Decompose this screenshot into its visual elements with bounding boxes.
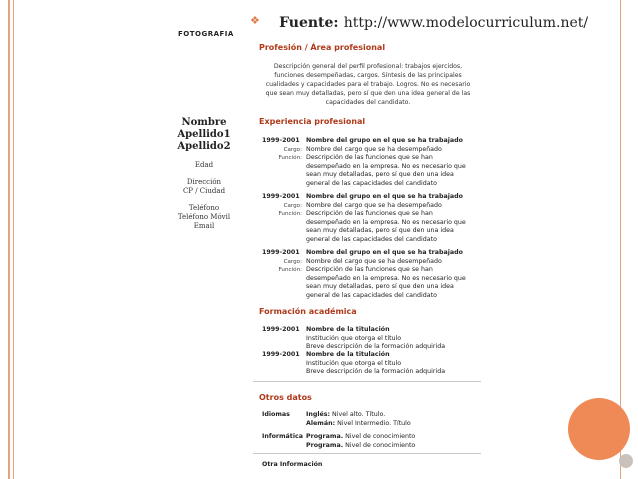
experience-entry [262, 249, 482, 300]
funcion-label: Función: [278, 155, 302, 161]
name-surname2: Apellido2 [177, 141, 231, 152]
age: Edad [194, 161, 214, 169]
decorative-grey-circle [619, 454, 633, 468]
other-heading: Otros datos [259, 393, 312, 402]
slide-header [250, 12, 588, 31]
funcion-label: Función: [278, 211, 302, 217]
experience-heading: Experiencia profesional [259, 117, 366, 126]
photo-placeholder-label: FOTOGRAFIA [178, 30, 234, 38]
experience-funcion-line: general de las capacidades del candidato [306, 179, 437, 187]
experience-funcion-line: general de las capacidades del candidato [306, 291, 437, 299]
education-years: 1999-2001 [262, 326, 300, 333]
experience-company: Nombre del grupo en el que se ha trabajado [306, 193, 464, 200]
experience-funcion-line: sean muy detalladas, pero sí que den una idea [306, 227, 454, 234]
experience-cargo: Nombre del cargo que se ha desempeñado [306, 145, 442, 153]
education-entry [262, 351, 482, 377]
experience-funcion: Descripción de las funciones que se han [306, 154, 433, 161]
name-surname1: Apellido1 [177, 129, 231, 140]
education-institution: Institución que otorga el título [306, 359, 402, 367]
education-entry [262, 326, 482, 352]
decorative-orange-circle [568, 398, 630, 460]
education-heading: Formación académica [259, 307, 357, 316]
language-level: Nivel alto. Título. [332, 411, 386, 418]
education-title: Nombre de la titulación [306, 326, 390, 333]
experience-funcion-line: desempeñado en la empresa. No es necesario que [306, 218, 466, 226]
address-line: Dirección [186, 178, 222, 186]
experience-funcion-line: sean muy detalladas, pero sí que den una idea [306, 283, 454, 290]
experience-company: Nombre del grupo en el que se ha trabajado [306, 137, 464, 144]
bullet-icon: ❖ [250, 14, 260, 27]
left-border-line-thin [13, 0, 14, 479]
section-divider [253, 381, 481, 382]
experience-funcion: Descripción de las funciones que se han [306, 210, 433, 217]
name-first: Nombre [181, 117, 227, 128]
experience-years: 1999-2001 [262, 137, 300, 144]
experience-years: 1999-2001 [262, 193, 300, 200]
language-name: Alemán: [306, 419, 336, 427]
email: Email [193, 222, 215, 230]
experience-cargo: Nombre del cargo que se ha desempeñado [306, 201, 442, 209]
other-info-label: Otra Información [262, 461, 323, 468]
cargo-label: Cargo: [283, 258, 302, 265]
language-name: Inglés: [306, 411, 331, 418]
education-years: 1999-2001 [262, 351, 300, 358]
software-level: Nivel de conocimiento [345, 433, 416, 440]
profile-summary: Descripción general del perfil profesional: trabajos ejercidos, funciones desempeñadas, cargos. Síntesis de las principales cualidades y capacidades para el trabajo. Logros. No es necesario que sean muy detalladas, pero sí que den una idea general de las capacidades del candidato. [265, 63, 471, 106]
education-description: Breve descripción de la formación adquirida [306, 343, 446, 350]
experience-funcion: Descripción de las funciones que se han [306, 266, 433, 273]
education-description: Breve descripción de la formación adquirida [306, 368, 446, 375]
language-level: Nivel Intermedio. Título [337, 419, 411, 427]
profile-heading: Profesión / Área profesional [259, 43, 386, 52]
source-url[interactable]: http://www.modelocurriculum.net/ [343, 15, 589, 31]
funcion-label: Función: [278, 267, 302, 273]
education-title: Nombre de la titulación [306, 351, 390, 358]
cargo-label: Cargo: [283, 146, 302, 153]
experience-cargo: Nombre del cargo que se ha desempeñado [306, 257, 442, 265]
postal-city: CP / Ciudad [182, 187, 226, 195]
left-border-line [8, 0, 10, 479]
experience-funcion-line: general de las capacidades del candidato [306, 235, 437, 243]
section-divider [253, 453, 481, 454]
software-name: Programa. [306, 441, 344, 449]
software-level: Nivel de conocimiento [345, 441, 416, 449]
experience-funcion-line: sean muy detalladas, pero sí que den una idea [306, 171, 454, 178]
experience-entry [262, 193, 482, 244]
personal-info-column [168, 117, 240, 231]
experience-funcion-line: desempeñado en la empresa. No es necesario que [306, 274, 466, 282]
phone: Teléfono [188, 204, 220, 212]
mobile-phone: Teléfono Móvil [177, 213, 231, 221]
education-institution: Institución que otorga el título [306, 334, 402, 342]
experience-company: Nombre del grupo en el que se ha trabajado [306, 249, 464, 256]
experience-entry [262, 137, 482, 188]
software-block [262, 433, 482, 450]
experience-funcion-line: desempeñado en la empresa. No es necesario que [306, 162, 466, 170]
languages-label: Idiomas [262, 411, 290, 418]
source-label: Fuente: [279, 15, 339, 31]
experience-years: 1999-2001 [262, 249, 300, 256]
cargo-label: Cargo: [283, 202, 302, 209]
software-label: Informática [262, 433, 303, 440]
languages-block [262, 411, 482, 428]
software-name: Programa. [306, 433, 344, 440]
